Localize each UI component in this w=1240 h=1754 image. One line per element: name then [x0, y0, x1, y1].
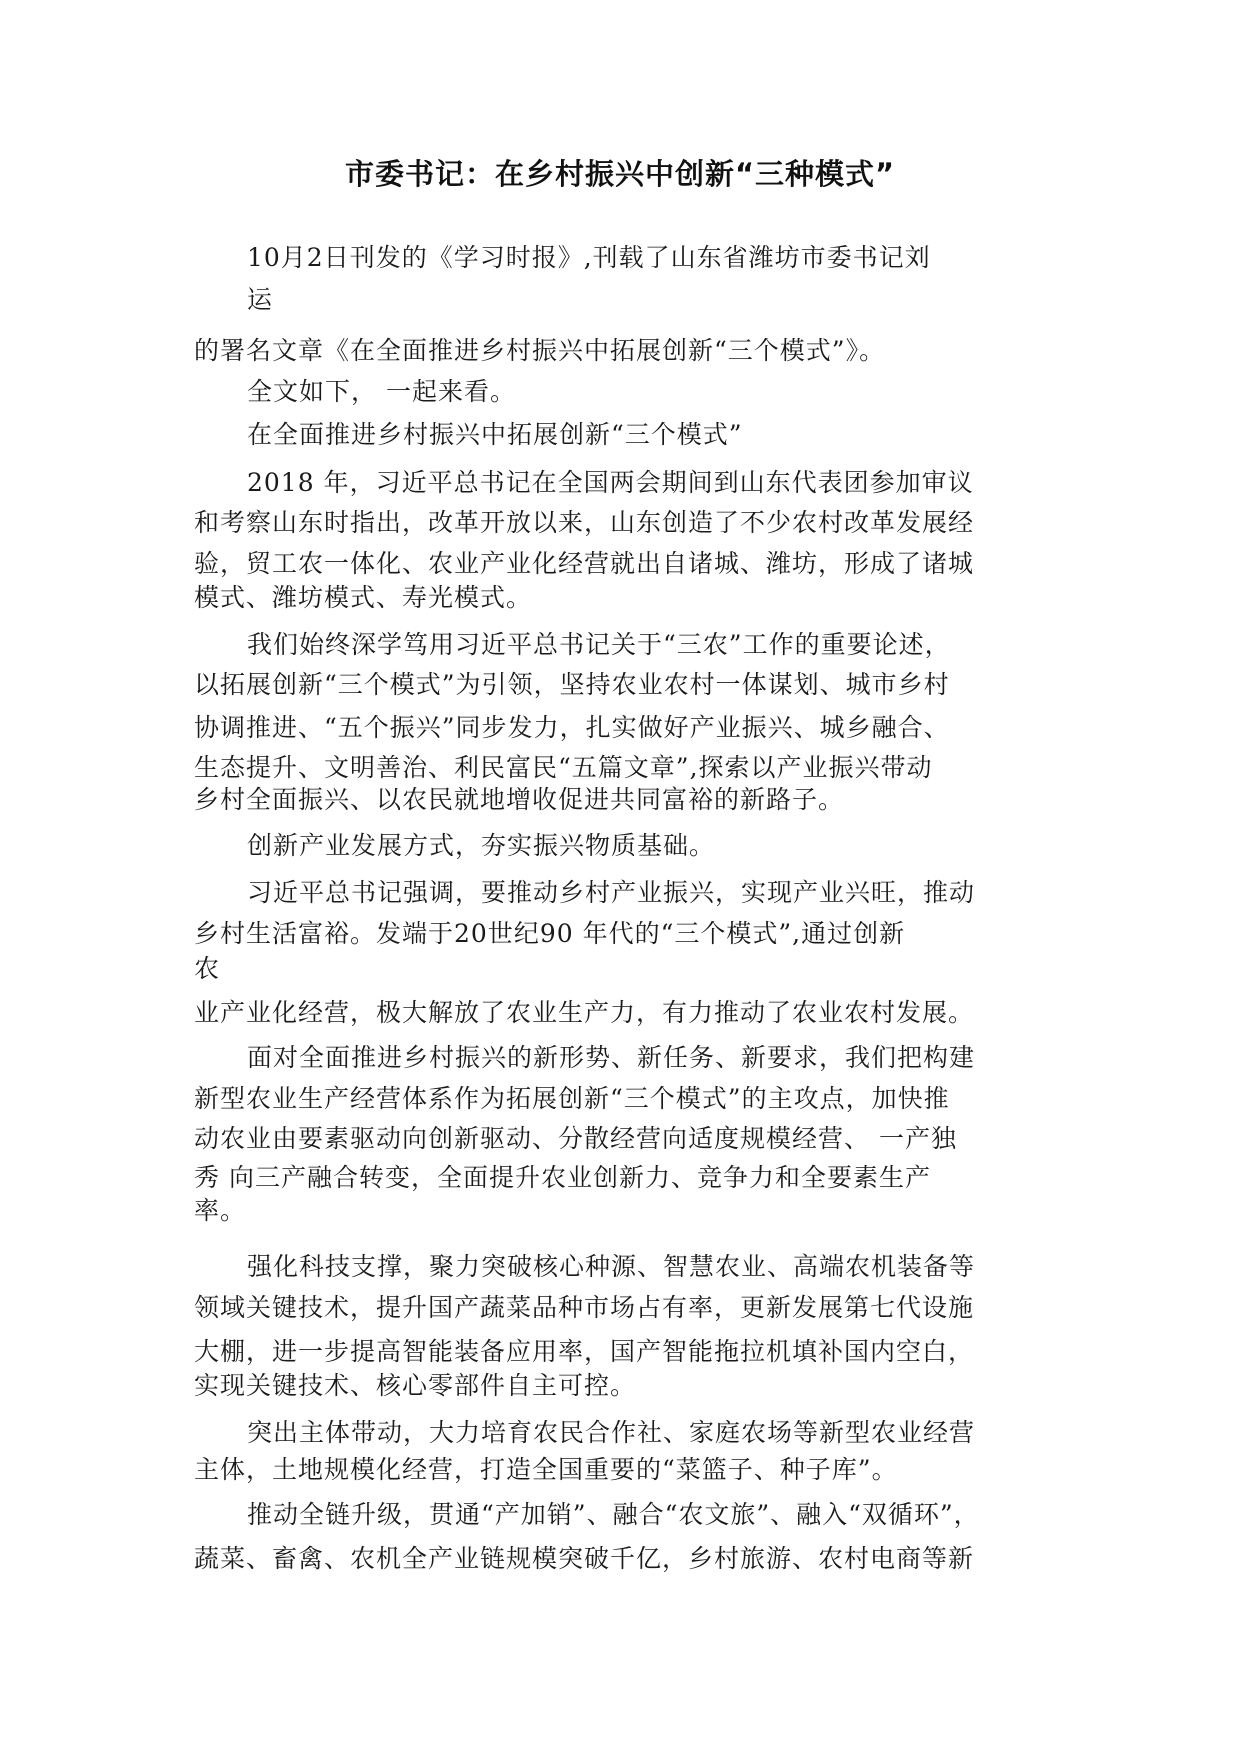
text-line: 验，贸工农一体化、农业产业化经营就出自诸城、潍坊，形成了诸城 — [194, 549, 975, 578]
text-line: 农 — [194, 954, 221, 983]
text-line: 习近平总书记强调，要推动乡村产业振兴，实现产业兴旺，推动 — [247, 878, 976, 907]
text-line: 10月2日刊发的《学习时报》,刊载了山东省潍坊市委书记刘 — [247, 243, 931, 272]
text-line: 协调推进、“五个振兴”同步发力，扎实做好产业振兴、城乡融合、 — [194, 713, 950, 742]
text-line: 乡村生活富裕。发端于20世纪90 年代的“三个模式”,通过创新 — [194, 919, 906, 948]
text-line: 突出主体带动，大力培育农民合作社、家庭农场等新型农业经营 — [247, 1418, 976, 1447]
text-line: 在全面推进乡村振兴中拓展创新“三个模式” — [247, 420, 743, 449]
text-line: 生态提升、文明善治、利民富民“五篇文章”,探索以产业振兴带动 — [194, 753, 933, 782]
text-line: 和考察山东时指出，改革开放以来，山东创造了不少农村改革发展经 — [194, 508, 975, 537]
text-line: 领域关键技术，提升国产蔬菜品种市场占有率，更新发展第七代设施 — [194, 1293, 975, 1322]
text-line: 我们始终深学笃用习近平总书记关于“三农”工作的重要论述， — [247, 630, 951, 659]
text-line: 面对全面推进乡村振兴的新形势、新任务、新要求，我们把构建 — [247, 1043, 976, 1072]
text-line: 推动全链升级，贯通“产加销”、融合“农文旅”、融入“双循环”， — [247, 1500, 980, 1529]
text-line: 运 — [247, 285, 274, 314]
text-line: 乡村全面振兴、以农民就地增收促进共同富裕的新路子。 — [194, 785, 845, 814]
text-line: 秀 向三产融合转变，全面提升农业创新力、竞争力和全要素生产 — [194, 1163, 931, 1192]
text-line: 业产业化经营，极大解放了农业生产力，有力推动了农业农村发展。 — [194, 998, 975, 1027]
text-line: 强化科技支撑，聚力突破核心种源、智慧农业、高端农机装备等 — [247, 1252, 976, 1281]
text-line: 动农业由要素驱动向创新驱动、分散经营向适度规模经营、 一产独 — [194, 1124, 957, 1153]
text-line: 实现关键技术、核心零部件自主可控。 — [194, 1371, 637, 1400]
text-line: 的署名文章《在全面推进乡村振兴中拓展创新“三个模式”》。 — [194, 336, 886, 365]
text-line: 模式、潍坊模式、寿光模式。 — [194, 583, 533, 612]
text-line: 全文如下， 一起来看。 — [247, 377, 516, 406]
document-title: 市委书记：在乡村振兴中创新“三种模式” — [344, 157, 896, 191]
text-line: 大棚，进一步提高智能装备应用率，国产智能拖拉机填补国内空白， — [194, 1337, 975, 1366]
text-line: 新型农业生产经营体系作为拓展创新“三个模式”的主攻点，加快推 — [194, 1084, 950, 1113]
text-line: 创新产业发展方式，夯实振兴物质基础。 — [247, 831, 716, 860]
text-line: 以拓展创新“三个模式”为引领，坚持农业农村一体谋划、城市乡村 — [194, 670, 950, 699]
text-line: 2018 年，习近平总书记在全国两会期间到山东代表团参加审议 — [247, 468, 974, 497]
text-line: 蔬菜、畜禽、农机全产业链规模突破千亿，乡村旅游、农村电商等新 — [194, 1544, 975, 1573]
text-line: 主体，土地规模化经营，打造全国重要的“菜篮子、种子库”。 — [194, 1455, 898, 1484]
text-line: 率。 — [194, 1196, 247, 1225]
